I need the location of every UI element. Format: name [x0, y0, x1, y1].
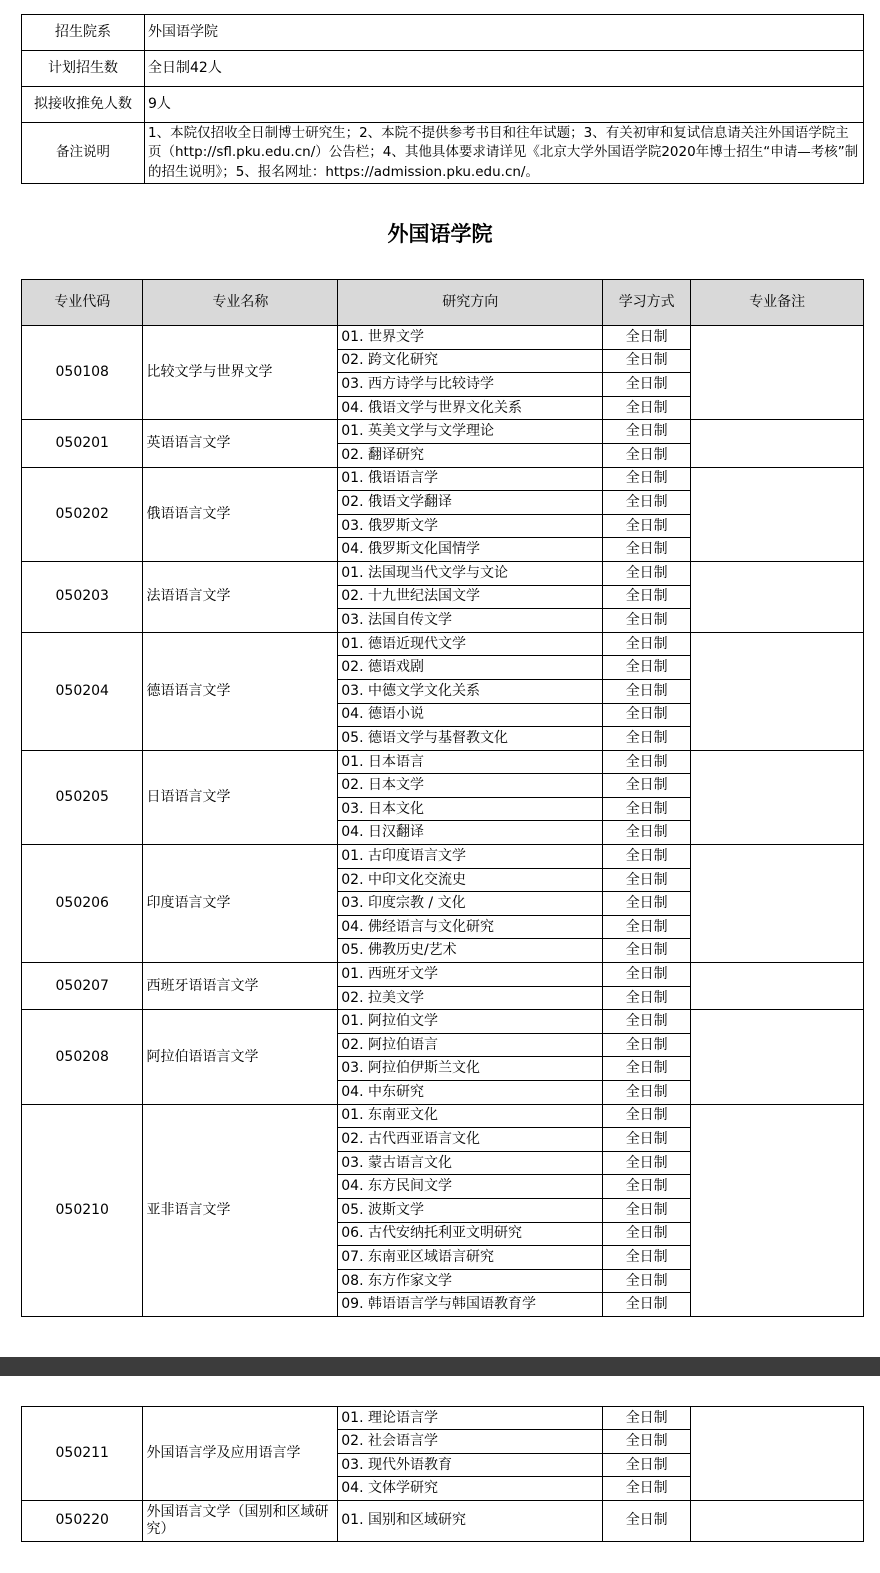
research-direction: 04. 德语小说: [338, 703, 603, 727]
research-direction: 01. 世界文学: [338, 326, 603, 350]
program-remark: [691, 561, 864, 632]
study-mode: 全日制: [603, 538, 691, 562]
table-row: [22, 1010, 864, 1034]
table-row: [22, 632, 864, 656]
study-mode: 全日制: [603, 1057, 691, 1081]
study-mode: 全日制: [603, 1269, 691, 1293]
study-mode: 全日制: [603, 1010, 691, 1034]
section-title: 外国语学院: [387, 222, 493, 246]
research-direction: 02. 跨文化研究: [338, 349, 603, 373]
research-direction: 04. 佛经语言与文化研究: [338, 915, 603, 939]
program-name: 印度语言文学: [143, 845, 338, 963]
research-direction: 01. 西班牙文学: [338, 963, 603, 987]
table-row: [22, 1407, 864, 1430]
study-mode: 全日制: [603, 609, 691, 633]
program-name: 德语语言文学: [143, 632, 338, 750]
study-mode: 全日制: [603, 1081, 691, 1105]
study-mode: 全日制: [603, 491, 691, 515]
study-mode: 全日制: [603, 845, 691, 869]
info-label: 招生院系: [22, 15, 145, 51]
research-direction: 02. 日本文学: [338, 774, 603, 798]
program-remark: [691, 420, 864, 467]
study-mode: 全日制: [603, 1293, 691, 1317]
info-value: 全日制42人: [145, 51, 864, 87]
study-mode: 全日制: [603, 561, 691, 585]
study-mode: 全日制: [603, 1033, 691, 1057]
program-remark: [691, 1500, 864, 1541]
research-direction: 03. 法国自传文学: [338, 609, 603, 633]
research-direction: 03. 阿拉伯伊斯兰文化: [338, 1057, 603, 1081]
program-table-continued: [21, 1406, 864, 1542]
program-code: 050208: [22, 1010, 143, 1104]
info-row-quota: [22, 51, 864, 87]
program-remark: [691, 750, 864, 844]
research-direction: 03. 印度宗教 / 文化: [338, 892, 603, 916]
program-code: 050108: [22, 326, 143, 420]
research-direction: 04. 东方民间文学: [338, 1175, 603, 1199]
research-direction: 02. 社会语言学: [338, 1430, 603, 1453]
research-direction: 05. 波斯文学: [338, 1198, 603, 1222]
program-remark: [691, 845, 864, 963]
header-code: 专业代码: [22, 280, 143, 326]
research-direction: 02. 十九世纪法国文学: [338, 585, 603, 609]
research-direction: 03. 俄罗斯文学: [338, 514, 603, 538]
research-direction: 01. 俄语语言学: [338, 467, 603, 491]
info-label: 拟接收推免人数: [22, 87, 145, 123]
table-row: [22, 561, 864, 585]
study-mode: 全日制: [603, 727, 691, 751]
program-remark: [691, 326, 864, 420]
program-name: 比较文学与世界文学: [143, 326, 338, 420]
research-direction: 02. 俄语文学翻译: [338, 491, 603, 515]
program-name: 亚非语言文学: [143, 1104, 338, 1316]
research-direction: 02. 德语戏剧: [338, 656, 603, 680]
info-row-college: [22, 15, 864, 51]
study-mode: 全日制: [603, 963, 691, 987]
research-direction: 03. 西方诗学与比较诗学: [338, 373, 603, 397]
program-code: 050206: [22, 845, 143, 963]
program-table-body: [22, 326, 864, 1317]
program-name: 英语语言文学: [143, 420, 338, 467]
research-direction: 09. 韩语语言学与韩国语教育学: [338, 1293, 603, 1317]
info-value: 1、本院仅招收全日制博士研究生；2、本院不提供参考书目和往年试题；3、有关初审和复试信息请关注外国语学院主页（http://sfl.pku.edu.cn/）公告栏；4、其他具体要求请详见《北京大学外国语学院2020年博士招生“申请—考核”制的招生说明》；5、报名网址：https://admission.pku.edu.cn/。: [145, 123, 864, 184]
program-table-continued-body: [22, 1407, 864, 1542]
study-mode: 全日制: [603, 892, 691, 916]
research-direction: 08. 东方作家文学: [338, 1269, 603, 1293]
program-code: 050210: [22, 1104, 143, 1316]
info-row-notes: [22, 123, 864, 184]
study-mode: 全日制: [603, 703, 691, 727]
research-direction: 02. 翻译研究: [338, 443, 603, 467]
program-name: 西班牙语语言文学: [143, 963, 338, 1010]
program-name: 俄语语言文学: [143, 467, 338, 561]
header-direction: 研究方向: [338, 280, 603, 326]
program-code: 050207: [22, 963, 143, 1010]
study-mode: 全日制: [603, 1407, 691, 1430]
program-name: 法语语言文学: [143, 561, 338, 632]
study-mode: 全日制: [603, 915, 691, 939]
study-mode: 全日制: [603, 797, 691, 821]
study-mode: 全日制: [603, 1198, 691, 1222]
study-mode: 全日制: [603, 1500, 691, 1541]
research-direction: 06. 古代安纳托利亚文明研究: [338, 1222, 603, 1246]
study-mode: 全日制: [603, 585, 691, 609]
research-direction: 01. 古印度语言文学: [338, 845, 603, 869]
info-row-recommend: [22, 87, 864, 123]
study-mode: 全日制: [603, 1246, 691, 1270]
research-direction: 04. 俄罗斯文化国情学: [338, 538, 603, 562]
program-remark: [691, 632, 864, 750]
study-mode: 全日制: [603, 821, 691, 845]
research-direction: 04. 俄语文学与世界文化关系: [338, 396, 603, 420]
research-direction: 01. 法国现当代文学与文论: [338, 561, 603, 585]
research-direction: 01. 理论语言学: [338, 1407, 603, 1430]
research-direction: 07. 东南亚区域语言研究: [338, 1246, 603, 1270]
research-direction: 05. 佛教历史/艺术: [338, 939, 603, 963]
research-direction: 04. 日汉翻译: [338, 821, 603, 845]
table-row: [22, 467, 864, 491]
research-direction: 02. 中印文化交流史: [338, 868, 603, 892]
study-mode: 全日制: [603, 349, 691, 373]
table-row: [22, 845, 864, 869]
college-info-table: [21, 14, 864, 184]
research-direction: 03. 现代外语教育: [338, 1453, 603, 1476]
study-mode: 全日制: [603, 514, 691, 538]
study-mode: 全日制: [603, 1477, 691, 1500]
study-mode: 全日制: [603, 443, 691, 467]
header-name: 专业名称: [143, 280, 338, 326]
program-code: 050220: [22, 1500, 143, 1541]
research-direction: 05. 德语文学与基督教文化: [338, 727, 603, 751]
program-remark: [691, 1407, 864, 1501]
info-label: 计划招生数: [22, 51, 145, 87]
research-direction: 04. 中东研究: [338, 1081, 603, 1105]
page-break-bar: [0, 1357, 880, 1376]
table-row: [22, 1500, 864, 1541]
study-mode: 全日制: [603, 1104, 691, 1128]
research-direction: 03. 中德文学文化关系: [338, 679, 603, 703]
study-mode: 全日制: [603, 420, 691, 444]
research-direction: 01. 德语近现代文学: [338, 632, 603, 656]
research-direction: 02. 古代西亚语言文化: [338, 1128, 603, 1152]
study-mode: 全日制: [603, 1128, 691, 1152]
research-direction: 01. 日本语言: [338, 750, 603, 774]
program-remark: [691, 963, 864, 1010]
header-remark: 专业备注: [691, 280, 864, 326]
info-label: 备注说明: [22, 123, 145, 184]
program-code: 050204: [22, 632, 143, 750]
table-row: [22, 750, 864, 774]
program-name: 外国语言学及应用语言学: [143, 1407, 338, 1501]
study-mode: 全日制: [603, 373, 691, 397]
study-mode: 全日制: [603, 868, 691, 892]
study-mode: 全日制: [603, 326, 691, 350]
study-mode: 全日制: [603, 1175, 691, 1199]
table-row: [22, 963, 864, 987]
info-value: 外国语学院: [145, 15, 864, 51]
study-mode: 全日制: [603, 632, 691, 656]
research-direction: 02. 拉美文学: [338, 986, 603, 1010]
study-mode: 全日制: [603, 679, 691, 703]
study-mode: 全日制: [603, 986, 691, 1010]
research-direction: 01. 阿拉伯文学: [338, 1010, 603, 1034]
study-mode: 全日制: [603, 467, 691, 491]
study-mode: 全日制: [603, 1222, 691, 1246]
program-name: 日语语言文学: [143, 750, 338, 844]
study-mode: 全日制: [603, 656, 691, 680]
program-name: 阿拉伯语语言文学: [143, 1010, 338, 1104]
study-mode: 全日制: [603, 1151, 691, 1175]
program-remark: [691, 467, 864, 561]
program-code: 050201: [22, 420, 143, 467]
table-row: [22, 420, 864, 444]
table-row: [22, 326, 864, 350]
study-mode: 全日制: [603, 774, 691, 798]
info-value: 9人: [145, 87, 864, 123]
header-mode: 学习方式: [603, 280, 691, 326]
study-mode: 全日制: [603, 1453, 691, 1476]
table-header-row: [22, 280, 864, 326]
program-code: 050202: [22, 467, 143, 561]
program-code: 050203: [22, 561, 143, 632]
program-table: [21, 279, 864, 1317]
research-direction: 03. 蒙古语言文化: [338, 1151, 603, 1175]
research-direction: 02. 阿拉伯语言: [338, 1033, 603, 1057]
research-direction: 03. 日本文化: [338, 797, 603, 821]
program-remark: [691, 1010, 864, 1104]
research-direction: 01. 国别和区域研究: [338, 1500, 603, 1541]
program-name: 外国语言文学（国别和区域研究）: [143, 1500, 338, 1541]
research-direction: 01. 英美文学与文学理论: [338, 420, 603, 444]
research-direction: 01. 东南亚文化: [338, 1104, 603, 1128]
program-code: 050205: [22, 750, 143, 844]
study-mode: 全日制: [603, 1430, 691, 1453]
research-direction: 04. 文体学研究: [338, 1477, 603, 1500]
study-mode: 全日制: [603, 396, 691, 420]
table-row: [22, 1104, 864, 1128]
program-remark: [691, 1104, 864, 1316]
program-code: 050211: [22, 1407, 143, 1501]
study-mode: 全日制: [603, 750, 691, 774]
study-mode: 全日制: [603, 939, 691, 963]
